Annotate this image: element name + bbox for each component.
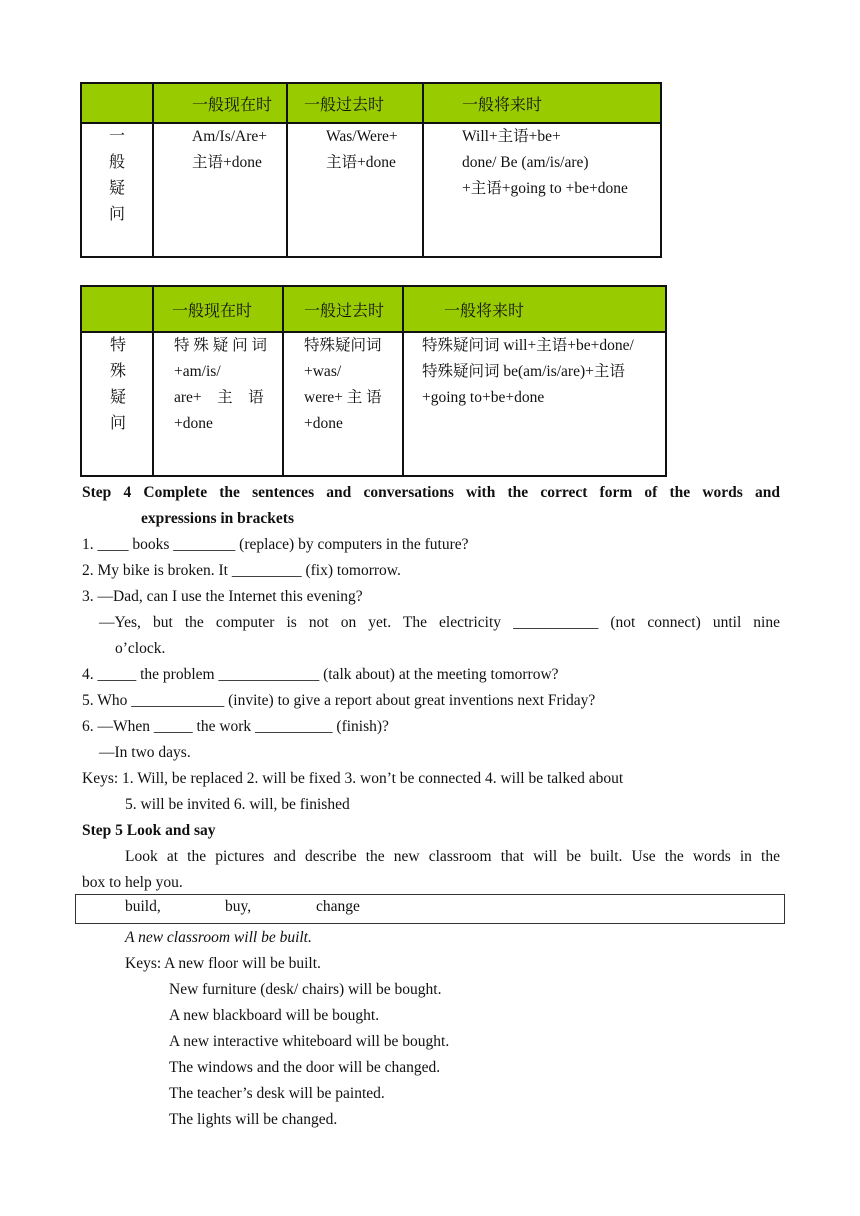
step4-keys: Keys: 1. Will, be replaced 2. will be fixed 3. won’t be connected 4. will be talked about bbox=[82, 770, 624, 787]
table-header-row bbox=[81, 83, 661, 123]
word-change: change bbox=[316, 898, 360, 915]
step5-key-4: The windows and the door will be changed. bbox=[169, 1059, 441, 1076]
step5-key-6: The lights will be changed. bbox=[169, 1111, 338, 1128]
step5-key-1: New furniture (desk/ chairs) will be bought. bbox=[169, 981, 442, 998]
step5-title: Step 5 Look and say bbox=[82, 822, 216, 839]
exercise-item-1: 1. ____ books ________ (replace) by computers in the future? bbox=[82, 536, 469, 553]
header-past: 一般过去时 bbox=[287, 83, 423, 123]
exercise-item-6-reply: —In two days. bbox=[99, 744, 191, 761]
table-row bbox=[81, 123, 661, 257]
cell-past: 特殊疑问词 +was/ were+ 主 语 +done bbox=[283, 332, 403, 476]
table-row bbox=[81, 332, 666, 476]
exercise-item-3-reply: —Yes, but the computer is not on yet. The electricity ___________ (not connect) until nine bbox=[99, 614, 780, 631]
exercise-item-6: 6. —When _____ the work __________ (finish)? bbox=[82, 718, 389, 735]
passive-question-table bbox=[80, 82, 662, 258]
header-past: 一般过去时 bbox=[283, 286, 403, 332]
header-present: 一般现在时 bbox=[153, 286, 283, 332]
exercise-item-4: 4. _____ the problem _____________ (talk about) at the meeting tomorrow? bbox=[82, 666, 559, 683]
exercise-item-2: 2. My bike is broken. It _________ (fix) tomorrow. bbox=[82, 562, 401, 579]
row-label-general-question: 一 般 疑 问 bbox=[81, 123, 153, 257]
cell-past: Was/Were+ 主语+done bbox=[287, 123, 423, 257]
header-future: 一般将来时 bbox=[403, 286, 666, 332]
exercise-item-5: 5. Who ____________ (invite) to give a report about great inventions next Friday? bbox=[82, 692, 596, 709]
step5-key-5: The teacher’s desk will be painted. bbox=[169, 1085, 385, 1102]
step5-instruction-cont: box to help you. bbox=[82, 874, 183, 891]
header-present: 一般现在时 bbox=[153, 83, 287, 123]
row-label-special-question: 特 殊 疑 问 bbox=[81, 332, 153, 476]
cell-future: 特殊疑问词 will+主语+be+done/ 特殊疑问词 be(am/is/are)+主语 +going to+be+done bbox=[403, 332, 666, 476]
cell-present: 特 殊 疑 问 词 +am/is/ are+ 主 语 +done bbox=[153, 332, 283, 476]
cell-present: Am/Is/Are+ 主语+done bbox=[153, 123, 287, 257]
special-question-table bbox=[80, 285, 667, 477]
cell-future: Will+主语+be+ done/ Be (am/is/are) +主语+going to +be+done bbox=[423, 123, 661, 257]
exercise-item-3: 3. —Dad, can I use the Internet this evening? bbox=[82, 588, 363, 605]
step5-key-2: A new blackboard will be bought. bbox=[169, 1007, 380, 1024]
word-build: build, bbox=[125, 898, 161, 915]
step4-title-cont: expressions in brackets bbox=[141, 510, 295, 527]
step4-title: Step 4 Complete the sentences and conversations with the correct form of the words and bbox=[82, 484, 780, 501]
step5-example: A new classroom will be built. bbox=[125, 929, 312, 946]
table-header-row bbox=[81, 286, 666, 332]
word-buy: buy, bbox=[225, 898, 252, 915]
exercise-item-3-reply-cont: o’clock. bbox=[115, 640, 166, 657]
header-empty bbox=[81, 83, 153, 123]
word-box bbox=[75, 894, 785, 924]
step5-key-3: A new interactive whiteboard will be bought. bbox=[169, 1033, 450, 1050]
header-empty bbox=[81, 286, 153, 332]
step5-instruction: Look at the pictures and describe the new classroom that will be built. Use the words in the bbox=[125, 848, 780, 865]
header-future: 一般将来时 bbox=[423, 83, 661, 123]
step4-keys-cont: 5. will be invited 6. will, be finished bbox=[125, 796, 350, 813]
step5-keys-label: Keys: A new floor will be built. bbox=[125, 955, 321, 972]
